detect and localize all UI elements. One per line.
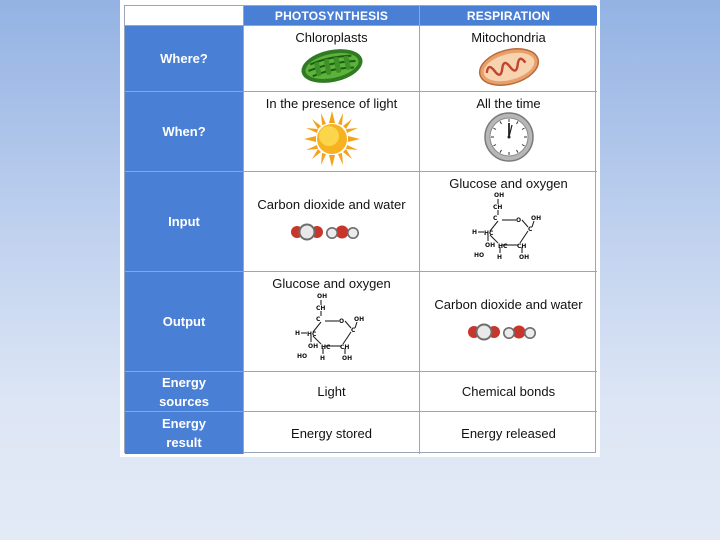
input-photosynthesis-cell: [244, 172, 420, 272]
energy-result-photosynthesis-cell: [244, 412, 420, 454]
input-respiration-text: Glucose and oxygen: [449, 176, 568, 191]
header-respiration: RESPIRATION: [420, 6, 597, 26]
header-photosynthesis: PHOTOSYNTHESIS: [244, 6, 420, 26]
row-label-where: Where?: [125, 26, 244, 92]
svg-text:HO: HO: [296, 353, 307, 360]
energy-result-respiration-text: Energy released: [461, 425, 556, 441]
svg-text:H: H: [294, 330, 300, 337]
svg-text:C: C: [492, 215, 497, 222]
comparison-table: [124, 5, 596, 453]
input-photosynthesis-text: Carbon dioxide and water: [257, 196, 406, 212]
svg-text:CH: CH: [516, 243, 526, 250]
energy-result-photosynthesis-text: Energy stored: [291, 425, 372, 441]
glucose-structure-icon: [470, 191, 548, 267]
when-respiration-text: All the time: [476, 96, 541, 111]
svg-text:CH: CH: [339, 344, 349, 351]
chloroplast-icon: [299, 45, 365, 85]
svg-text:OH: OH: [353, 316, 364, 323]
svg-text:HO: HO: [473, 252, 484, 259]
svg-text:CH: CH: [492, 204, 502, 211]
output-photosynthesis-cell: [244, 272, 420, 372]
svg-text:OH: OH: [518, 254, 529, 261]
where-photosynthesis-text: Chloroplasts: [295, 30, 368, 45]
when-respiration-cell: [420, 92, 597, 172]
where-respiration-text: Mitochondria: [471, 30, 546, 45]
svg-text:C: C: [527, 226, 532, 233]
svg-text:H: H: [319, 355, 325, 362]
clock-icon: [483, 111, 535, 163]
mitochondrion-icon: [476, 45, 542, 87]
row-label-energy-sources: Energy sources: [125, 372, 244, 412]
svg-text:C: C: [315, 316, 320, 323]
svg-text:OH: OH: [341, 355, 352, 362]
svg-text:OH: OH: [316, 293, 327, 300]
svg-text:OH: OH: [493, 192, 504, 199]
svg-text:HC: HC: [497, 243, 507, 250]
row-label-input: Input: [125, 172, 244, 272]
svg-text:O: O: [338, 318, 344, 325]
energy-sources-photosynthesis-cell: [244, 372, 420, 412]
svg-text:H: H: [471, 229, 477, 236]
energy-sources-respiration-cell: [420, 372, 597, 412]
svg-text:HC: HC: [320, 344, 330, 351]
glucose-structure-icon: [293, 291, 371, 369]
svg-text:OH: OH: [484, 242, 495, 249]
row-label-when: When?: [125, 92, 244, 172]
svg-text:H: H: [496, 254, 502, 261]
output-respiration-text: Carbon dioxide and water: [434, 296, 583, 312]
input-respiration-cell: [420, 172, 597, 272]
output-photosynthesis-text: Glucose and oxygen: [272, 276, 391, 291]
header-corner-cell: [125, 6, 244, 26]
row-label-output: Output: [125, 272, 244, 372]
energy-result-respiration-cell: [420, 412, 597, 454]
where-respiration-cell: [420, 26, 597, 92]
sun-icon: [304, 111, 360, 167]
output-respiration-cell: [420, 272, 597, 372]
svg-text:HC: HC: [306, 331, 316, 338]
svg-text:HC: HC: [483, 230, 493, 237]
svg-text:CH: CH: [315, 305, 325, 312]
svg-text:OH: OH: [530, 215, 541, 222]
svg-text:OH: OH: [307, 343, 318, 350]
svg-text:O: O: [515, 217, 521, 224]
svg-text:C: C: [350, 327, 355, 334]
energy-sources-respiration-text: Chemical bonds: [461, 384, 556, 399]
row-label-energy-result: Energy result: [125, 412, 244, 454]
co2-h2o-molecules-icon: [467, 317, 551, 347]
energy-sources-photosynthesis-text: Light: [317, 384, 346, 399]
co2-h2o-molecules-icon: [290, 217, 374, 247]
comparison-table-panel: [120, 0, 600, 457]
when-photosynthesis-text: In the presence of light: [265, 96, 398, 111]
when-photosynthesis-cell: [244, 92, 420, 172]
where-photosynthesis-cell: [244, 26, 420, 92]
